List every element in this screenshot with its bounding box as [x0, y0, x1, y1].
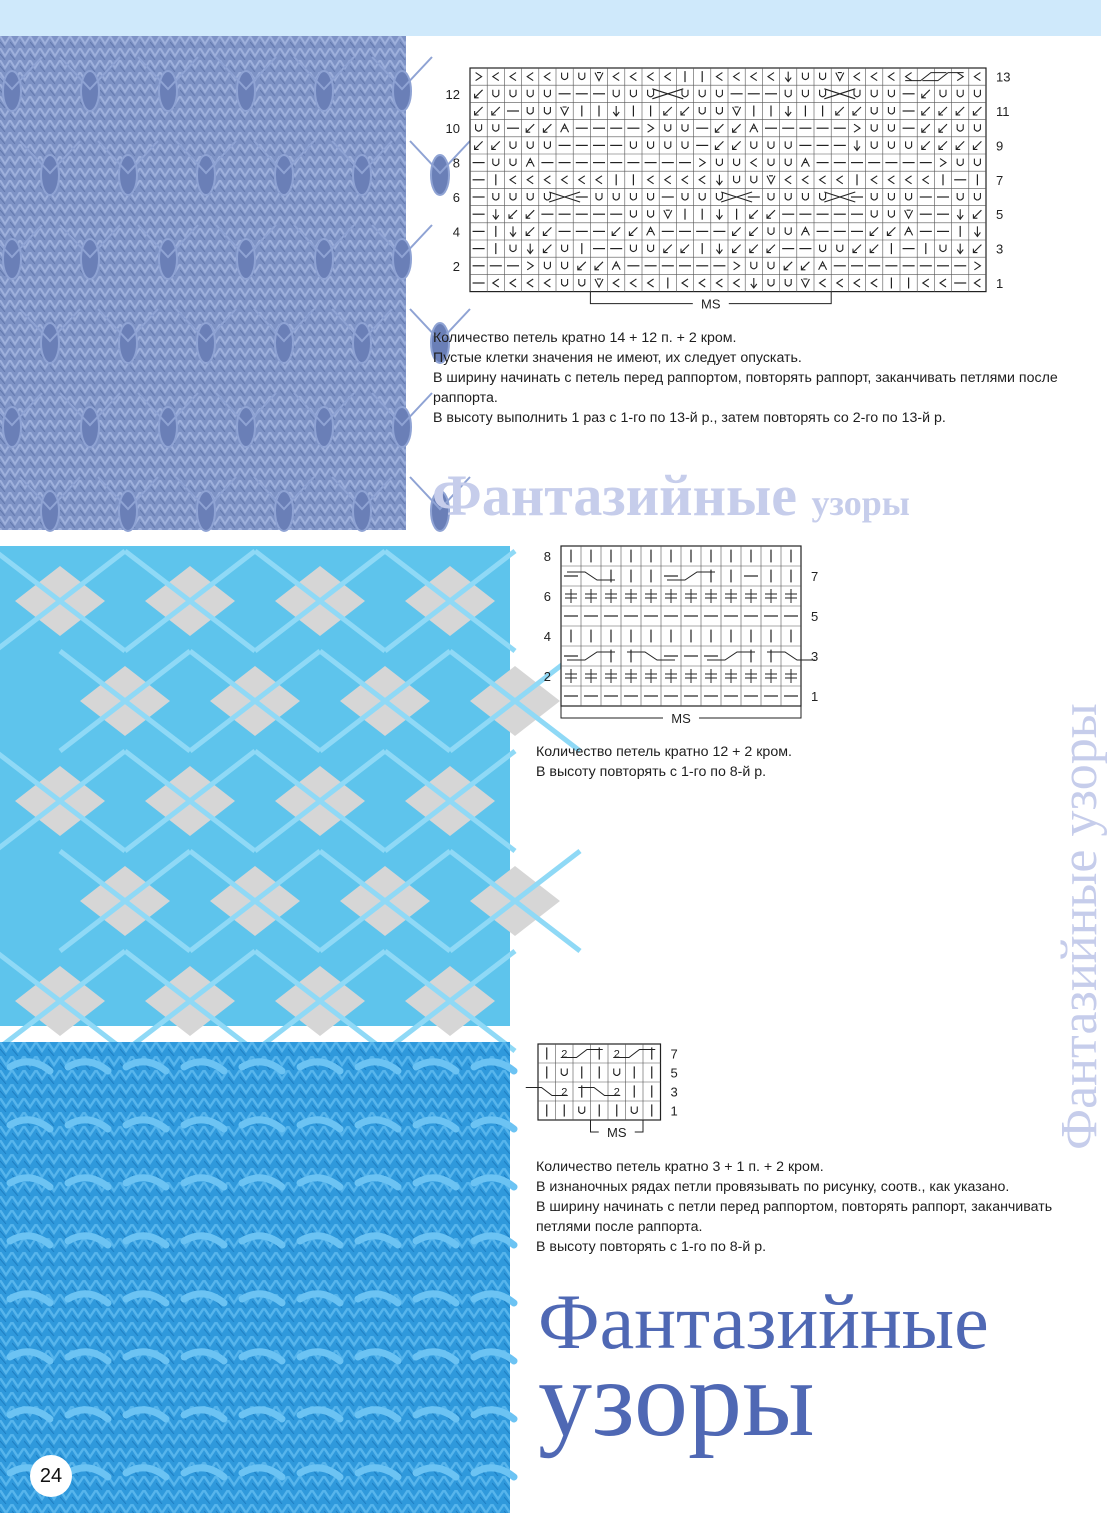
lace-hole: [237, 407, 255, 447]
lace-hole: [41, 491, 59, 531]
row-number-left: 8: [452, 155, 460, 171]
note-line: Количество петель кратно 3 + 1 п. + 2 кром.: [536, 1159, 824, 1175]
row-number-right: 7: [996, 172, 1004, 188]
section-title-small: узоры: [811, 483, 910, 523]
lace-hole: [393, 71, 411, 111]
row-number-right: 3: [996, 241, 1004, 257]
lace-hole: [159, 407, 177, 447]
note-line: Пустые клетки значения не имеют, их следует опускать.: [433, 350, 802, 366]
chart-grid: [561, 546, 815, 706]
lace-hole: [3, 239, 21, 279]
note-line: В ширину начинать с петли перед раппортом, повторять раппорт, заканчивать петлями после раппорта.: [536, 1199, 1053, 1235]
row-number-right: 1: [811, 689, 819, 704]
note-line: В высоту повторять с 1-го по 8-й р.: [536, 764, 767, 780]
note-line: В высоту повторять с 1-го по 8-й р.: [536, 1239, 767, 1255]
row-number-right: 13: [996, 69, 1011, 85]
lace-hole: [237, 239, 255, 279]
lace-hole: [197, 323, 215, 363]
lace-hole: [315, 407, 333, 447]
repeat-label: MS: [671, 711, 691, 726]
row-number-left: 10: [445, 121, 460, 137]
cell-digit: 2: [613, 1048, 620, 1061]
lace-hole: [237, 71, 255, 111]
knitting-chart-2: [536, 544, 836, 734]
lace-hole: [353, 155, 371, 195]
pattern-1-notes: [433, 328, 1073, 428]
row-number-right: 5: [811, 609, 819, 624]
lace-hole: [41, 323, 59, 363]
page-number: 24: [30, 1455, 72, 1497]
cell-digit: 2: [561, 1086, 568, 1099]
note-line: В высоту выполнить 1 раз с 1-го по 13-й р., затем повторять со 2-го по 13-й р.: [433, 410, 946, 426]
lace-hole: [41, 155, 59, 195]
row-number-right: 1: [670, 1103, 678, 1119]
lace-hole: [393, 407, 411, 447]
row-number-left: 2: [452, 258, 460, 274]
row-number-left: 8: [543, 549, 551, 564]
row-number-right: 7: [811, 569, 819, 584]
repeat-label: MS: [607, 1125, 627, 1140]
lace-hole: [159, 71, 177, 111]
lace-hole: [197, 155, 215, 195]
knit-swatch-photo-2: [0, 546, 510, 1026]
lace-hole: [275, 323, 293, 363]
lace-hole: [119, 491, 137, 531]
lace-hole: [159, 239, 177, 279]
row-number-right: 5: [996, 207, 1004, 223]
row-number-left: 6: [543, 589, 551, 604]
note-line: В изнаночных рядах петли провязывать по рисунку, соотв., как указано.: [536, 1179, 1010, 1195]
lace-hole: [315, 239, 333, 279]
section-title-big: Фантазийные: [432, 463, 798, 528]
knit-swatch-photo-1: [0, 36, 406, 530]
note-line: Количество петель кратно 14 + 12 п. + 2 кром.: [433, 330, 737, 346]
cell-digit: 2: [561, 1048, 568, 1061]
lace-hole: [81, 71, 99, 111]
cell-digit: 2: [613, 1086, 620, 1099]
row-number-right: 1: [996, 276, 1004, 291]
top-color-bar: [0, 0, 1101, 36]
knitting-chart-1: [430, 62, 1030, 320]
lace-hole: [81, 239, 99, 279]
bottom-title-line2: узоры: [538, 1340, 815, 1459]
lace-hole: [81, 407, 99, 447]
chart-grid: [470, 68, 986, 292]
lace-hole: [275, 155, 293, 195]
lace-hole: [393, 239, 411, 279]
lace-hole: [275, 491, 293, 531]
lace-hole: [353, 491, 371, 531]
row-number-left: 2: [543, 669, 551, 684]
pattern-2-notes: [536, 742, 936, 782]
note-line: В ширину начинать с петель перед раппортом, повторять раппорт, заканчивать петлями после раппорта.: [433, 370, 1058, 406]
pattern-3-notes: [536, 1157, 1076, 1257]
row-number-right: 11: [996, 104, 1010, 119]
row-number-right: 7: [670, 1046, 678, 1062]
row-number-left: 12: [445, 86, 460, 102]
lace-hole: [119, 155, 137, 195]
row-number-right: 3: [811, 649, 819, 664]
knitting-chart-3: [536, 1042, 716, 1150]
bottom-title-line1: Фантазийные: [538, 1278, 989, 1365]
knit-swatch-photo-3: [0, 1042, 510, 1513]
chart-grid: [526, 1044, 661, 1120]
lace-hole: [315, 71, 333, 111]
section-title: [432, 462, 910, 529]
row-number-right: 3: [670, 1084, 678, 1100]
lace-hole: [3, 407, 21, 447]
lace-hole: [3, 71, 21, 111]
repeat-label: MS: [701, 296, 721, 312]
row-number-left: 6: [452, 190, 460, 205]
row-number-right: 5: [670, 1065, 678, 1081]
lace-hole: [353, 323, 371, 363]
lace-hole: [119, 323, 137, 363]
lace-hole: [197, 491, 215, 531]
vertical-title: Фантазийные узоры: [1051, 703, 1108, 1150]
note-line: Количество петель кратно 12 + 2 кром.: [536, 744, 792, 760]
row-number-left: 4: [452, 224, 460, 240]
row-number-right: 9: [996, 138, 1004, 154]
row-number-left: 4: [543, 629, 551, 644]
